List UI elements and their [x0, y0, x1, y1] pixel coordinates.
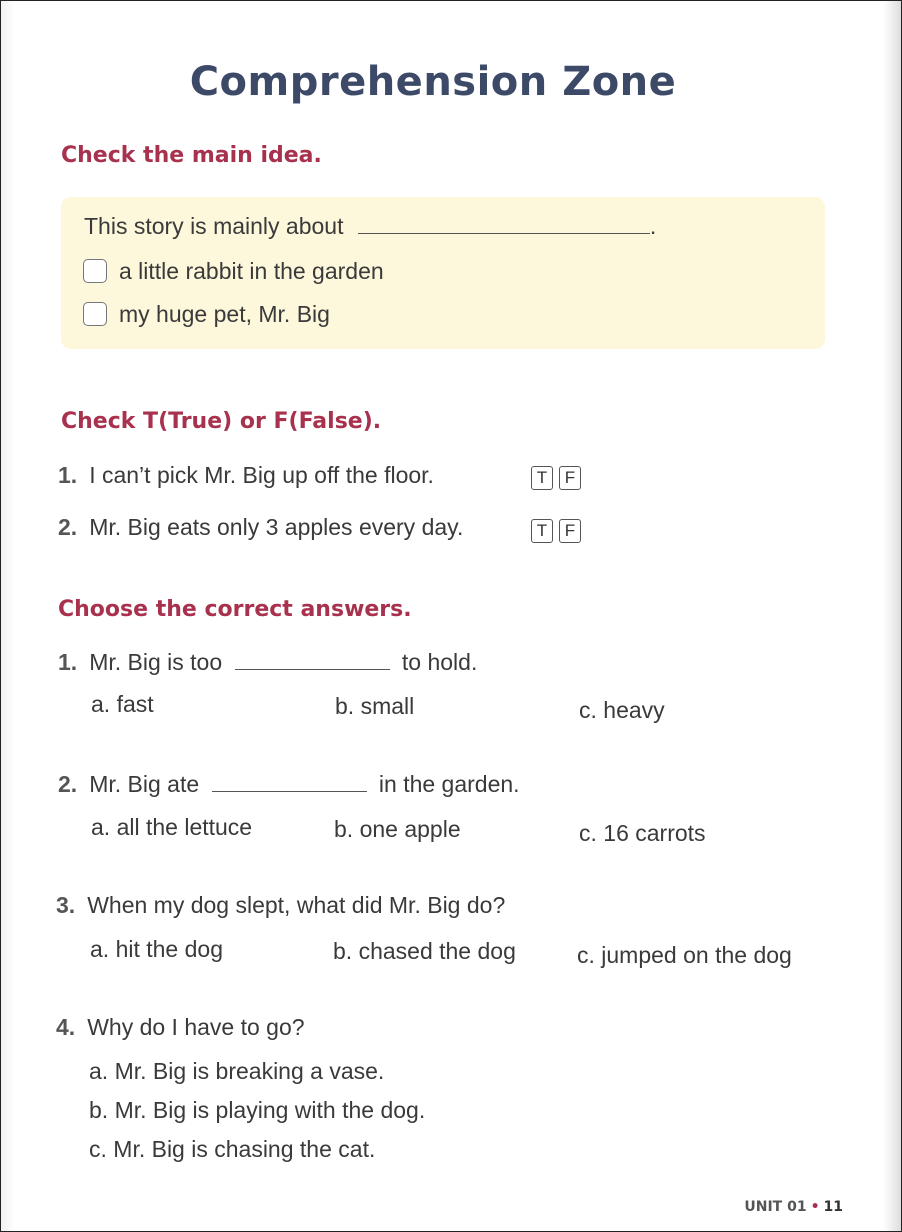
main-idea-option-2-label: my huge pet, Mr. Big [119, 301, 330, 327]
tf-item-2-number: 2. [58, 514, 78, 540]
tf-item-1-number: 1. [58, 462, 78, 488]
question-1-number: 1. [58, 649, 78, 675]
main-idea-option-1-label: a little rabbit in the garden [119, 258, 384, 284]
question-2-option-b[interactable]: b. one apple [334, 816, 461, 842]
tf-item-1-text: I can’t pick Mr. Big up off the floor. [89, 462, 434, 488]
main-idea-option-1-checkbox[interactable] [83, 259, 107, 283]
question-2-number: 2. [58, 771, 78, 797]
tf-item-1 [58, 462, 434, 489]
question-3-number: 3. [56, 892, 76, 918]
question-3-option-c[interactable]: c. jumped on the dog [577, 942, 792, 968]
question-4-text: Why do I have to go? [87, 1014, 305, 1040]
main-idea-prompt-text: This story is mainly about [84, 213, 344, 239]
question-2-option-c[interactable]: c. 16 carrots [579, 820, 706, 846]
question-1-option-b[interactable]: b. small [335, 693, 415, 719]
question-3-option-a[interactable]: a. hit the dog [90, 936, 223, 962]
main-idea-blank[interactable] [358, 215, 650, 234]
tf-item-2-true-box[interactable]: T [531, 519, 553, 543]
page-footer [744, 1199, 843, 1215]
question-1-after: to hold. [401, 649, 478, 675]
footer-unit: UNIT 01 [744, 1199, 807, 1215]
tf-item-2-false-box[interactable]: F [559, 519, 581, 543]
question-1 [58, 649, 477, 676]
page-title: Comprehension Zone [189, 59, 677, 105]
tf-item-1-false-box[interactable]: F [559, 466, 581, 490]
true-false-heading: Check T(True) or F(False). [61, 409, 382, 434]
question-4 [56, 1014, 305, 1041]
choose-heading: Choose the correct answers. [58, 597, 412, 622]
tf-item-2-text: Mr. Big eats only 3 apples every day. [89, 514, 464, 540]
question-1-blank[interactable] [235, 651, 390, 670]
question-3 [56, 892, 505, 919]
question-1-before: Mr. Big is too [89, 649, 223, 675]
tf-item-1-true-box[interactable]: T [531, 466, 553, 490]
page-left-shadow [1, 1, 15, 1231]
question-2-before: Mr. Big ate [89, 771, 200, 797]
tf-item-1-choices [531, 466, 587, 490]
question-2 [58, 771, 520, 798]
question-1-option-a[interactable]: a. fast [91, 691, 154, 717]
question-2-blank[interactable] [212, 773, 367, 792]
question-3-text: When my dog slept, what did Mr. Big do? [87, 892, 506, 918]
page-spine-shadow [883, 1, 901, 1231]
main-idea-prompt-end: . [649, 213, 657, 239]
main-idea-option-2-checkbox[interactable] [83, 302, 107, 326]
question-4-option-c[interactable]: c. Mr. Big is chasing the cat. [89, 1136, 376, 1162]
question-1-option-c[interactable]: c. heavy [579, 697, 665, 723]
main-idea-heading: Check the main idea. [61, 143, 322, 168]
question-2-option-a[interactable]: a. all the lettuce [91, 814, 253, 840]
tf-item-2-choices [531, 519, 587, 543]
question-3-option-b[interactable]: b. chased the dog [333, 938, 516, 964]
question-4-option-a[interactable]: a. Mr. Big is breaking a vase. [89, 1058, 385, 1084]
main-idea-prompt [84, 213, 656, 240]
footer-separator: • [810, 1199, 820, 1215]
question-2-after: in the garden. [378, 771, 520, 797]
question-4-number: 4. [56, 1014, 76, 1040]
footer-page-number: 11 [823, 1199, 843, 1215]
question-4-option-b[interactable]: b. Mr. Big is playing with the dog. [89, 1097, 426, 1123]
tf-item-2 [58, 514, 463, 541]
